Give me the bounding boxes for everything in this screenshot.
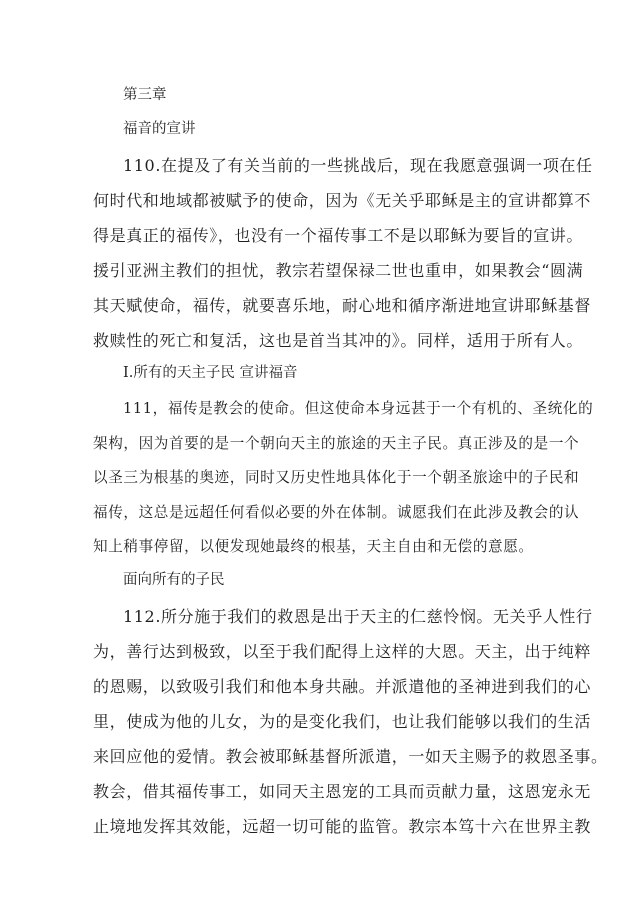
paragraph-line: 以圣三为根基的奥迹，同时又历史性地具体化于一个朝圣旅途中的子民和 bbox=[93, 469, 580, 486]
paragraph-line: 教会，借其福传事工，如同天主恩宠的工具而贡献力量，这恩宠永无 bbox=[93, 781, 592, 801]
paragraph-line: 福传，这总是远超任何看似必要的外在体制。诚愿我们在此涉及教会的认 bbox=[93, 503, 580, 521]
section-heading: 福音的宣讲 bbox=[123, 121, 196, 137]
paragraph-line: 其天赋使命，福传，就要喜乐地，耐心地和循序渐进地宣讲耶稣基督 bbox=[93, 296, 592, 315]
chapter-heading: 第三章 bbox=[123, 87, 167, 103]
paragraph-line: 112.所分施于我们的救恩是出于天主的仁慈怜悯。无关乎人性行 bbox=[123, 606, 593, 626]
paragraph-line: 知上稍事停留，以便发现她最终的根基，天主自由和无偿的意愿。 bbox=[93, 538, 534, 555]
paragraph-line: 救赎性的死亡和复活，这也是首当其冲的》。同样，适用于所有人。 bbox=[93, 331, 584, 350]
paragraph-112 bbox=[93, 599, 608, 844]
paragraph-line: 架构，因为首要的是一个朝向天主的旅途的天主子民。真正涉及的是一个 bbox=[93, 434, 580, 452]
paragraph-line: 里，使成为他的儿女，为的是变化我们，也让我们能够以我们的生活 bbox=[93, 711, 592, 731]
paragraph-line: 的恩赐，以致吸引我们和他本身共融。并派遣他的圣神进到我们的心 bbox=[93, 676, 592, 696]
subsection-heading: 面向所有的子民 bbox=[123, 571, 225, 588]
paragraph-line: 援引亚洲主教们的担忧，教宗若望保禄二世也重申，如果教会“圆满 bbox=[93, 261, 584, 280]
paragraph-line: 111，福传是教会的使命。但这使命本身远甚于一个有机的、圣统化的 bbox=[123, 400, 594, 417]
paragraph-line: 何时代和地域都被赋予的使命，因为《无关乎耶稣是主的宣讲都算不 bbox=[93, 191, 592, 210]
paragraph-line: 来回应他的爱情。教会被耶稣基督所派遣，一如天主赐予的救恩圣事。 bbox=[93, 746, 608, 766]
paragraph-line: 为，善行达到极致，以至于我们配得上这样的大恩。天主，出于纯粹 bbox=[93, 641, 592, 661]
paragraph-line: 止境地发挥其效能，远超一切可能的监管。教宗本笃十六在世界主教 bbox=[93, 816, 592, 836]
paragraph-110 bbox=[93, 148, 593, 358]
subsection-heading: I.所有的天主子民 宣讲福音 bbox=[123, 365, 298, 381]
paragraph-line: 110.在提及了有关当前的一些挑战后，现在我愿意强调一项在任 bbox=[123, 156, 593, 175]
paragraph-111 bbox=[93, 392, 594, 565]
paragraph-line: 得是真正的福传》，也没有一个福传事工不是以耶稣为要旨的宣讲。 bbox=[93, 226, 584, 245]
document-body bbox=[93, 80, 608, 844]
